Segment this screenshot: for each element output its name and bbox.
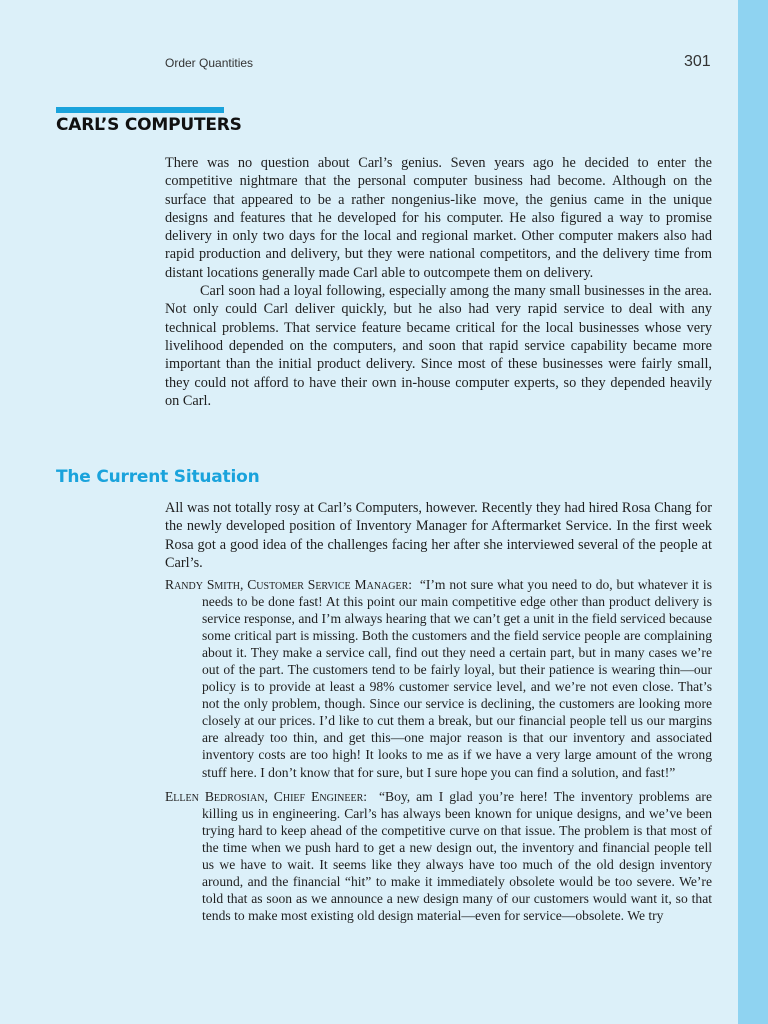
body-paragraph: Carl soon had a loyal following, especially among the many small businesses in the area. Not only could Carl deliver quickly, but he also had very rapid service to deal with any technical problems. That service feature became critical for the local businesses whose very livelihood depended on the computers, and soon that rapid service capability became more important than the initial product delivery. Since most of these businesses were fairly small, they could not afford to have their own in-house computer experts, so they depended heavily on Carl. [165,283,712,409]
interview-quotes [165,576,712,924]
running-head: Order Quantities [165,56,254,70]
quote-paragraph [165,788,712,924]
section-heading: The Current Situation [56,467,260,487]
case-body [165,154,712,410]
quote-text: “Boy, am I glad you’re here! The inventory problems are killing us in engineering. Carl’s has always been known for unique designs, and we’ve been trying hard to keep ahead of the competitive curve on that issue. The problem is that most of the time when we push hard to get a new design out, the inventory and financial people tell us we have to wait. It seems like they always have too much of the old design inventory around, and the financial “hit” to make it immediately obsolete would be too severe. We’re told that as soon as we announce a new design many of our customers would want it, so that tends to make most existing old design material—even for service—obsolete. We try [202,788,712,923]
page-number: 301 [684,53,711,70]
quote-speaker: Ellen Bedrosian, Chief Engineer: [165,788,368,804]
page-edge-band [738,0,768,1024]
case-title: CARL’S COMPUTERS [56,115,242,135]
quote-paragraph [165,576,712,781]
quote-speaker: Randy Smith, Customer Service Manager: [165,577,413,592]
body-paragraph: There was no question about Carl’s genius. Seven years ago he decided to enter the competitive nightmare that the personal computer business had become. Although on the surface that appeared to be a rather nongenius-like move, the genius came in the unique designs and features that he developed for his computer. He also figured a way to promise delivery in only two days for the local and regional market. Other computer makers also had rapid production and delivery, but they were national competitors, and the delivery time from distant locations generally made Carl able to outcompete them on delivery. [165,155,712,281]
title-rule [56,107,224,113]
quote-text: “I’m not sure what you need to do, but whatever it is needs to be done fast! At this point our main competitive edge other than product delivery is service response, and I’m always hearing that we can’t get a unit in the field serviced because some critical part is missing. Both the customers and the field service people are complaining about it. They make a service call, find out they need a certain part, but in many cases we’re out of the part. The customers tend to be fairly loyal, but their patience is wearing thin—our policy is to provide at least a 98% customer service level, and we’re not even close. That’s not the only problem, though. Since our service is declining, the customers are looking more closely at our prices. I’d like to cut them a break, but our financial people tell us our margins are already too thin, and get this—one major reason is that our inventory and associated inventory costs are too high! It looks to me as if we have a very large amount of the wrong stuff here. I don’t know that for sure, but I sure hope you can find a solution, and fast!” [202,577,712,780]
intro-paragraph: All was not totally rosy at Carl’s Computers, however. Recently they had hired Rosa Chang for the newly developed position of Inventory Manager for Aftermarket Service. In the first week Rosa got a good idea of the challenges facing her after she interviewed several of the people at Carl’s. [165,500,712,571]
section-intro [165,499,712,572]
